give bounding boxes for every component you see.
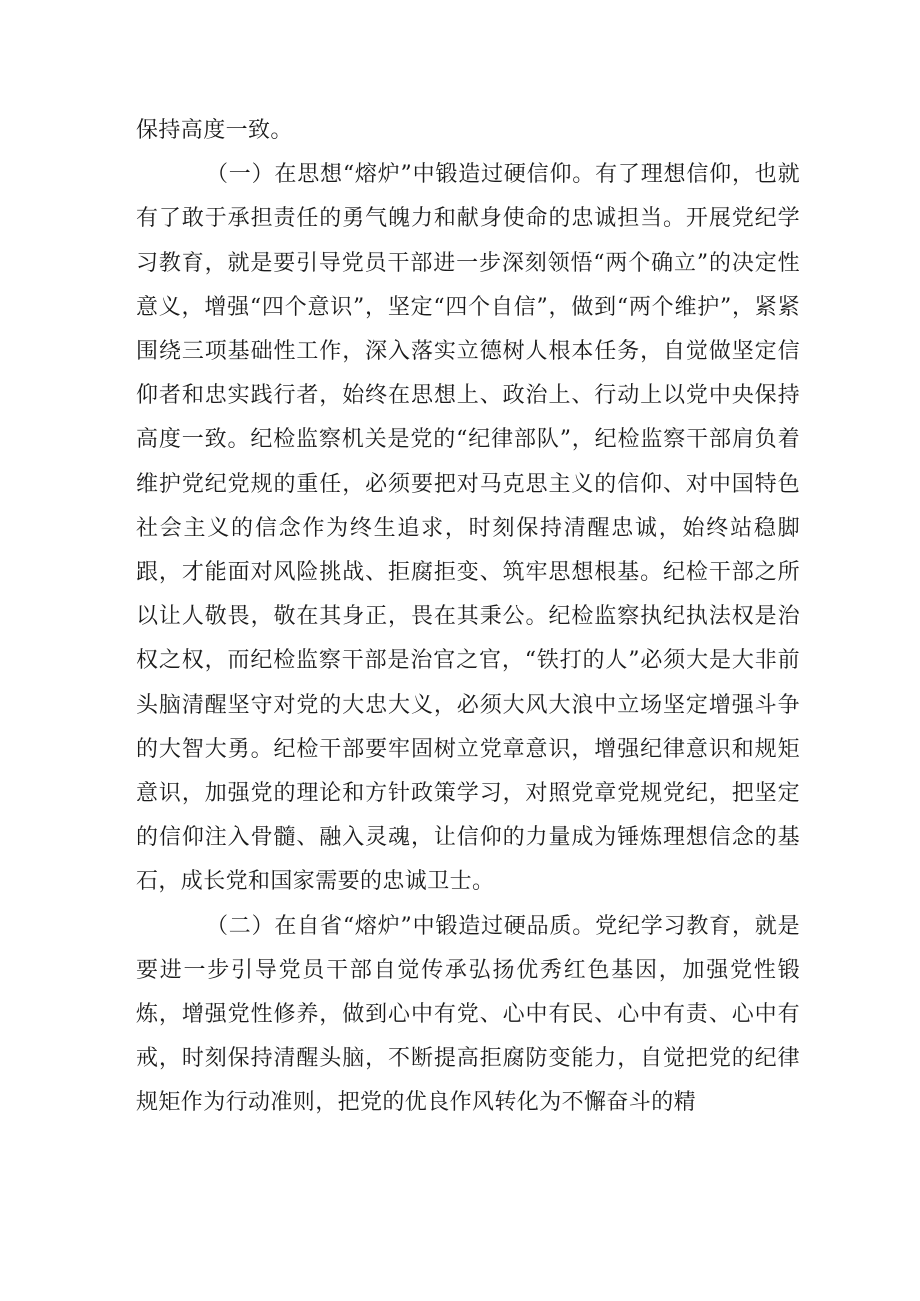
- document-body: [136, 109, 800, 1126]
- paragraph-faith: （一）在思想“熔炉”中锻造过硬信仰。有了理想信仰，也就有了敢于承担责任的勇气魄力和献身使命的忠诚担当。开展党纪学习教育，就是要引导党员干部进一步深刻领悟“两个确立”的决定性意义，增强“四个意识”，坚定“四个自信”，做到“两个维护”，紧紧围绕三项基础性工作，深入落实立德树人根本任务，自觉做坚定信仰者和忠实践行者，始终在思想上、政治上、行动上以党中央保持高度一致。纪检监察机关是党的“纪律部队”，纪检监察干部肩负着维护党纪党规的重任，必须要把对马克思主义的信仰、对中国特色社会主义的信念作为终生追求，时刻保持清醒忠诚，始终站稳脚跟，才能面对风险挑战、拒腐拒变、筑牢思想根基。纪检干部之所以让人敬畏，敬在其身正，畏在其秉公。纪检监察执纪执法权是治权之权，而纪检监察干部是治官之官，“铁打的人”必须大是大非前头脑清醒坚守对党的大忠大义，必须大风大浪中立场坚定增强斗争的大智大勇。纪检干部要牢固树立党章意识，增强纪律意识和规矩意识，加强党的理论和方针政策学习，对照党章党规党纪，把坚定的信仰注入骨髓、融入灵魂，让信仰的力量成为锤炼理想信念的基石，成长党和国家需要的忠诚卫士。: [136, 162, 800, 895]
- paragraph-continuation: 保持高度一致。: [136, 118, 293, 143]
- paragraph-character: （二）在自省“熔炉”中锻造过硬品质。党纪学习教育，就是要进一步引导党员干部自觉传承弘扬优秀红色基因，加强党性锻炼，增强党性修养，做到心中有党、心中有民、心中有责、心中有戒，时刻保持清醒头脑，不断提高拒腐防变能力，自觉把党的纪律规矩作为行动准则，把党的优良作风转化为不懈奋斗的精: [136, 913, 800, 1116]
